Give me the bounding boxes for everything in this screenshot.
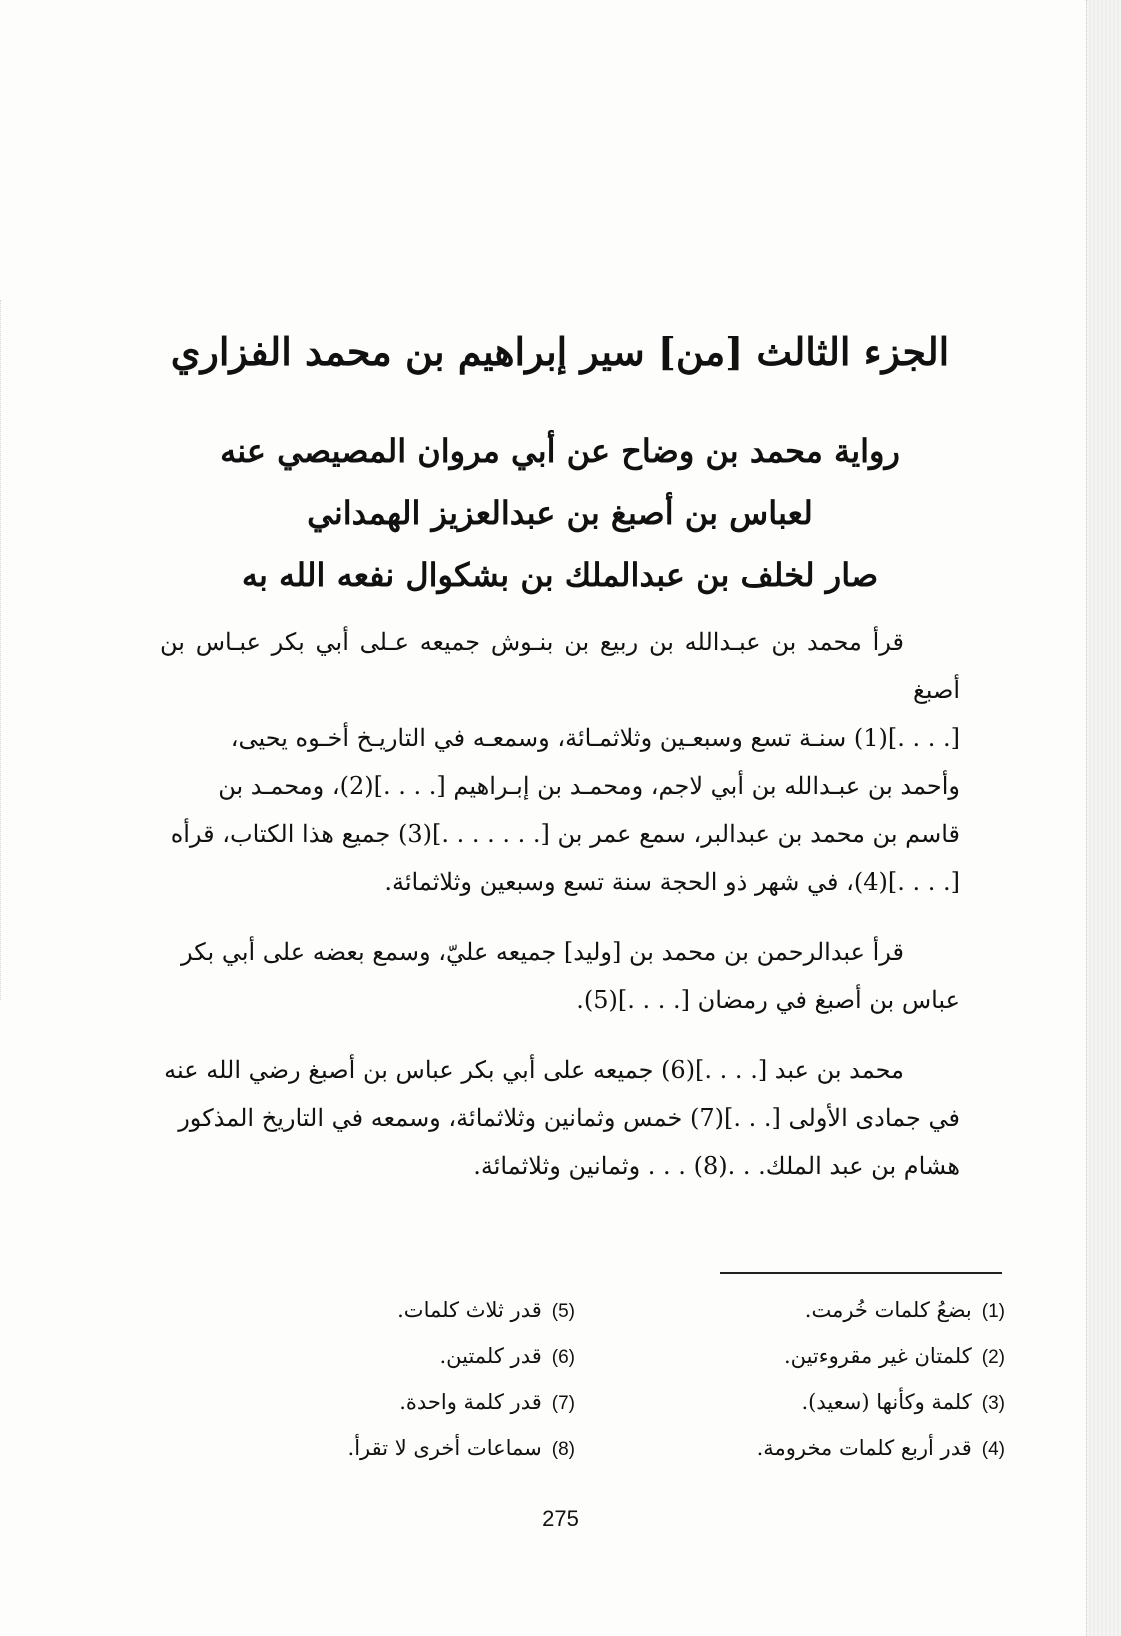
footnote-number: (8) — [551, 1439, 575, 1460]
footnote-number: (4) — [981, 1439, 1005, 1460]
footnote-text: قدر كلمتين. — [439, 1344, 542, 1368]
footnote-number: (1) — [981, 1301, 1005, 1322]
footnotes-right-column — [675, 1288, 1005, 1472]
footnote-item — [675, 1288, 1005, 1334]
footnote-separator — [720, 1272, 1002, 1274]
footnote-number: (5) — [551, 1301, 575, 1322]
footnote-text: بضعُ كلمات خُرمت. — [804, 1298, 972, 1322]
footnote-item — [245, 1426, 575, 1472]
footnote-item — [675, 1426, 1005, 1472]
paragraph — [160, 1046, 960, 1190]
text-line: [. . . .](1) سنـة تسع وسبعـين وثلاثمـائة، وسمعـه في التاريـخ أخـوه يحيى، — [230, 724, 960, 752]
text-line: عباس بن أصبغ في رمضان [. . . .](5). — [576, 986, 960, 1014]
text-line: وأحمد بن عبـدالله بن أبي لاجم، ومحمـد بن إبـراهيم [. . . .](2)، ومحمـد بن — [218, 772, 960, 800]
main-title: الجزء الثالث [من] سير إبراهيم بن محمد الفزاري — [170, 329, 950, 374]
footnotes-left-column — [245, 1288, 575, 1472]
footnote-text: قدر كلمة واحدة. — [399, 1390, 542, 1414]
text-line: قرأ محمد بن عبـدالله بن ربيع بن بنـوش جميعه عـلى أبي بكر عبـاس بن أصبغ — [160, 628, 960, 704]
footnote-item — [245, 1380, 575, 1426]
sub-title-line: رواية محمد بن وضاح عن أبي مروان المصيصي عنه — [220, 432, 900, 470]
footnote-number: (3) — [981, 1393, 1005, 1414]
paragraph — [160, 618, 960, 906]
page-edge-texture — [1086, 0, 1121, 1636]
text-line: هشام بن عبد الملك. . .(8) . . . وثمانين وثلاثمائة. — [473, 1152, 960, 1180]
page-number: 275 — [542, 1506, 579, 1531]
footnote-item — [245, 1334, 575, 1380]
footnote-text: كلمة وكأنها (سعيد). — [801, 1390, 972, 1414]
text-line: قاسم بن محمد بن عبدالبر، سمع عمر بن [. . . . . . .](3) جميع هذا الكتاب، قرأه — [170, 820, 960, 848]
footnote-text: قدر أربع كلمات مخرومة. — [756, 1436, 972, 1460]
sub-title-line: صار لخلف بن عبدالملك بن بشكوال نفعه الله به — [241, 556, 879, 594]
sub-title — [160, 420, 960, 606]
paragraph — [160, 928, 960, 1024]
text-line: قرأ عبدالرحمن بن محمد بن [وليد] جميعه عليّ، وسمع بعضه على أبي بكر — [181, 938, 904, 966]
footnote-number: (7) — [551, 1393, 575, 1414]
text-line: في جمادى الأولى [. . .](7) خمس وثمانين وثلاثمائة، وسمعه في التاريخ المذكور — [178, 1104, 960, 1132]
footnote-item — [675, 1380, 1005, 1426]
text-line: محمد بن عبد [. . . .](6) جميعه على أبي بكر عباس بن أصبغ رضي الله عنه — [164, 1056, 904, 1084]
footnote-number: (2) — [981, 1347, 1005, 1368]
footnote-text: سماعات أخرى لا تقرأ. — [347, 1436, 542, 1460]
footnote-number: (6) — [551, 1347, 575, 1368]
footnote-text: كلمتان غير مقروءتين. — [783, 1344, 972, 1368]
text-line: [. . . .](4)، في شهر ذو الحجة سنة تسع وسبعين وثلاثمائة. — [384, 868, 960, 896]
body-text — [160, 618, 960, 1212]
footnote-item — [675, 1334, 1005, 1380]
page-edge-mark — [0, 300, 7, 1000]
footnote-text: قدر ثلاث كلمات. — [397, 1298, 542, 1322]
footnote-item — [245, 1288, 575, 1334]
sub-title-line: لعباس بن أصبغ بن عبدالعزيز الهمداني — [307, 494, 813, 532]
